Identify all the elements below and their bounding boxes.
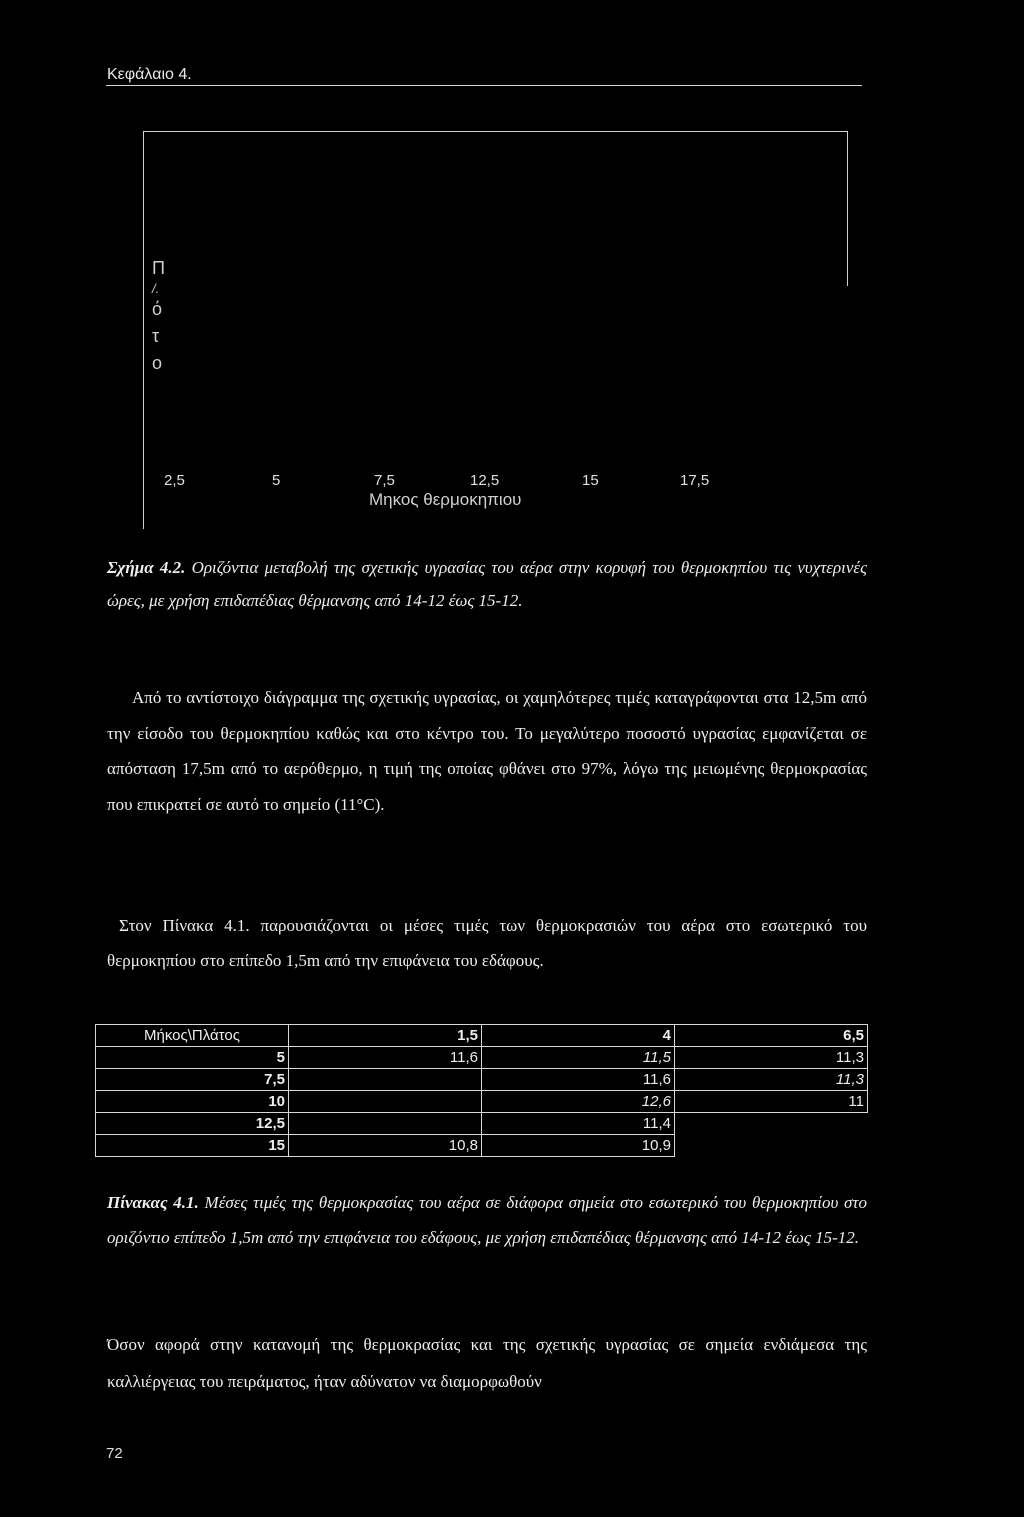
x-tick-label: 17,5	[680, 472, 710, 489]
table-cell	[289, 1091, 482, 1113]
table-row	[96, 1091, 868, 1113]
table-row	[96, 1113, 868, 1135]
paragraph: Όσον αφορά στην κατανομή της θερμοκρασίας και της σχετικής υγρασίας σε σημεία ενδιάμεσα της καλλιέργειας του πειράματος, ήταν αδύνατον να διαμορφωθούν	[107, 1335, 867, 1391]
table-column-header: 6,5	[675, 1025, 868, 1047]
table-cell	[675, 1135, 868, 1157]
table-cell	[289, 1069, 482, 1091]
table-cell: 10,9	[482, 1135, 675, 1157]
paragraph: Στον Πίνακα 4.1. παρουσιάζονται οι μέσες τιμές των θερμοκρασιών του αέρα στο εσωτερικό του θερμοκηπίου στο επίπεδο 1,5m από την επιφάνεια του εδάφους.	[107, 916, 867, 970]
figure-frame-left	[143, 131, 144, 529]
table-row-header: 15	[96, 1135, 289, 1157]
table-cell: 11,5	[482, 1047, 675, 1069]
figure-y-axis-label	[152, 255, 172, 377]
y-label-char: τ	[152, 326, 160, 346]
figure-caption-label: Σχήμα 4.2.	[107, 558, 186, 577]
header-rule	[106, 85, 862, 86]
temperature-table	[95, 1024, 868, 1157]
y-label-char: /.	[152, 281, 160, 296]
paragraph: Από το αντίστοιχο διάγραμμα της σχετικής υγρασίας, οι χαμηλότερες τιμές καταγράφονται στα 12,5m από την είσοδο του θερμοκηπίου καθώς και στο κέντρο του. Το μεγαλύτερο ποσοστό υγρασίας εμφανίζεται σε απόσταση 17,5m από το αερόθερμο, η τιμή της οποίας φθάνει στο 97%, λόγω της μειωμένης θερμοκρασίας που επικρατεί σε αυτό το σημείο (11°C).	[107, 688, 867, 814]
x-tick-label: 5	[272, 472, 281, 489]
x-tick-label: 2,5	[164, 472, 185, 489]
table-cell: 11,4	[482, 1113, 675, 1135]
table-cell	[675, 1113, 868, 1135]
table-cell: 11,3	[675, 1047, 868, 1069]
table-cell: 11,6	[289, 1047, 482, 1069]
x-tick-label: 12,5	[470, 472, 500, 489]
figure-caption-text: Οριζόντια μεταβολή της σχετικής υγρασίας του αέρα στην κορυφή του θερμοκηπίου τις νυχτερινές ώρες, με χρήση επιδαπέδιας θέρμανσης από 14-12 έως 15-12.	[107, 558, 868, 610]
figure-x-ticks	[0, 472, 1024, 492]
table-caption-text: Μέσες τιμές της θερμοκρασίας του αέρα σε διάφορα σημεία στο εσωτερικό του θερμοκηπίου στο οριζόντιο επίπεδο 1,5m από την επιφάνεια του εδάφους, με χρήση επιδαπέδιας θέρμανσης από 14-12 έως 15-12.	[107, 1193, 868, 1247]
table-row	[96, 1047, 868, 1069]
table-column-header: 4	[482, 1025, 675, 1047]
table-corner-header: Μήκος\Πλάτος	[96, 1025, 289, 1047]
x-tick-label: 7,5	[374, 472, 395, 489]
chapter-header: Κεφάλαιο 4.	[107, 66, 192, 83]
figure-caption	[107, 551, 867, 617]
table-row-header: 12,5	[96, 1113, 289, 1135]
table-row-header: 5	[96, 1047, 289, 1069]
figure-frame-right	[847, 131, 848, 286]
table-caption	[107, 1185, 867, 1255]
x-tick-label: 15	[582, 472, 599, 489]
table-cell: 11,6	[482, 1069, 675, 1091]
table-row-header: 7,5	[96, 1069, 289, 1091]
figure-x-axis-label: Μηκος θερμοκηπιου	[369, 490, 522, 509]
table-row	[96, 1069, 868, 1091]
y-label-char: ο	[152, 353, 163, 373]
table-cell: 11	[675, 1091, 868, 1113]
table-cell	[289, 1113, 482, 1135]
table-row	[96, 1135, 868, 1157]
table-cell: 11,3	[675, 1069, 868, 1091]
table-cell: 12,6	[482, 1091, 675, 1113]
table-row-header: 10	[96, 1091, 289, 1113]
y-label-char: ό	[152, 299, 163, 319]
page-number: 72	[106, 1445, 123, 1462]
table-cell: 10,8	[289, 1135, 482, 1157]
y-label-char: Π	[152, 258, 165, 278]
table-header-row	[96, 1025, 868, 1047]
figure-frame-top	[143, 131, 848, 132]
table-caption-label: Πίνακας 4.1.	[107, 1193, 199, 1212]
table-column-header: 1,5	[289, 1025, 482, 1047]
